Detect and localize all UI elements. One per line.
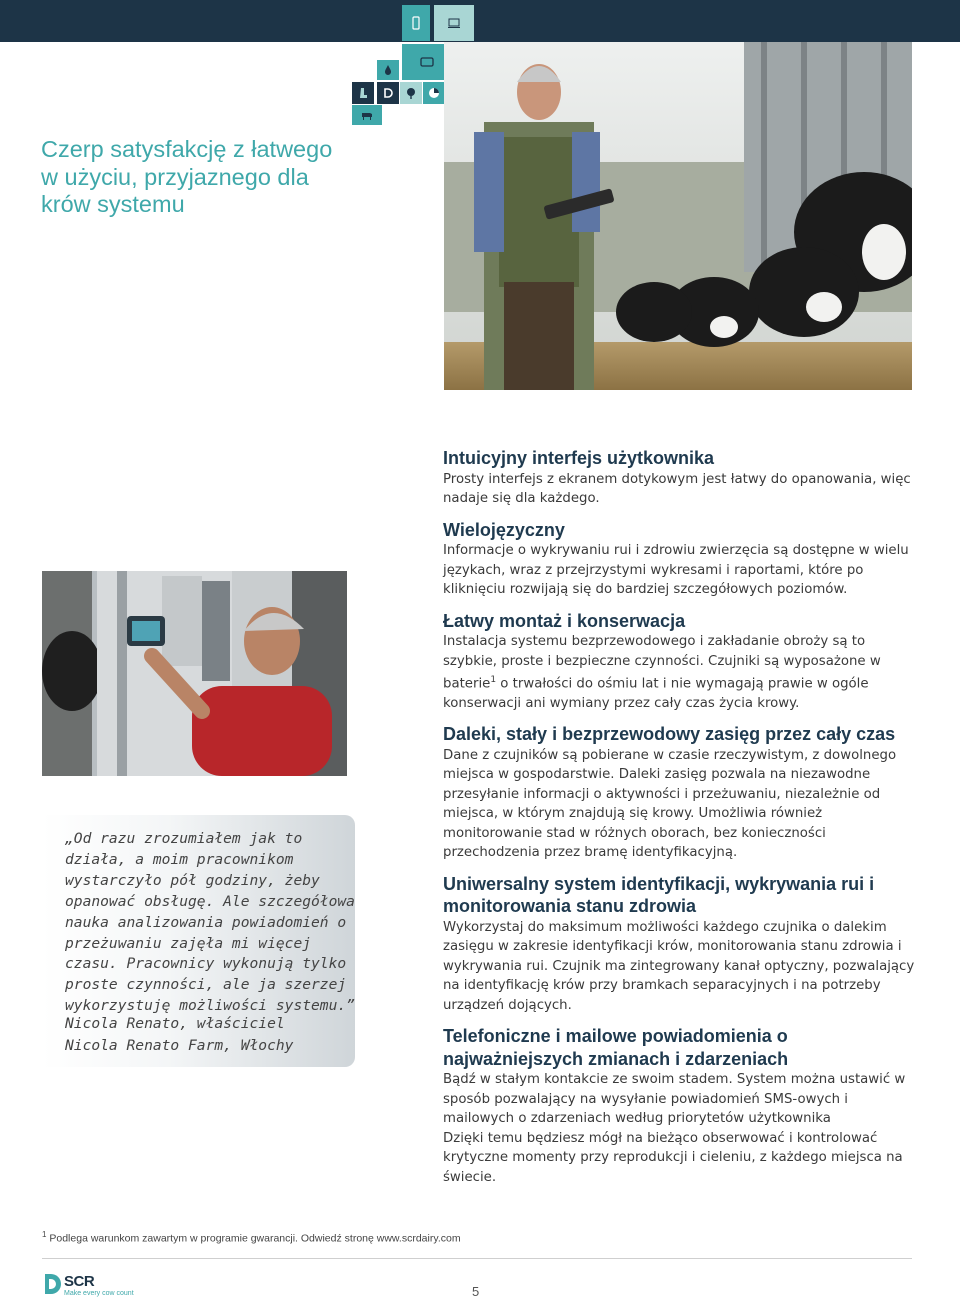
cow-icon bbox=[352, 105, 382, 125]
footnote-ref: 1 bbox=[490, 675, 497, 685]
section-title: Wielojęzyczny bbox=[443, 519, 565, 540]
section-body: Prosty interfejs z ekranem dotykowym jest łatwy do opanowania, więc nadaje się dla każdego. bbox=[443, 471, 911, 506]
pie-chart-icon bbox=[423, 82, 445, 104]
section-title: Telefoniczne i mailowe powiadomienia o najważniejszych zmianach i zdarzeniach bbox=[443, 1026, 789, 1069]
section-title: Uniwersalny system identyfikacji, wykrywania rui i monitorowania stanu zdrowia bbox=[443, 873, 875, 917]
logo-name: SCR bbox=[64, 1273, 95, 1290]
logo-tagline: Make every cow count bbox=[64, 1290, 134, 1297]
section-title: Daleki, stały i bezprzewodowy zasięg przez cały czas bbox=[443, 724, 896, 745]
section-title: Łatwy montaż i konserwacja bbox=[443, 610, 686, 631]
footnote-text: Podlega warunkom zawartym w programie gwarancji. Odwiedź stronę www.scrdairy.com bbox=[46, 1232, 461, 1245]
section-body: Wykorzystaj do maksimum możliwości każdego czujnika o dalekim zasięgu w zakresie identyfikacji krów, monitorowania stanu zdrowia i wykrywania rui. Czujnik ma zintegrowany kanał optyczny, pozwalający na identyfikację krów przy bramkach separacyjnych i na potrzeby urządzeń dojących. bbox=[443, 919, 915, 1013]
feature-section bbox=[443, 1025, 918, 1187]
scr-d-icon bbox=[42, 1272, 62, 1296]
section-body-part: Instalacja systemu bezprzewodowego i zakładanie obroży są to szybkie, proste i bezpieczne czynności. Czujniki są wyposażone w baterie bbox=[443, 634, 881, 692]
boot-icon bbox=[352, 82, 374, 104]
section-body-part: o trwałości do ośmiu lat i nie wymagają prawie w ogóle konserwacji ani wymiany przez cały czas życia krowy. bbox=[443, 676, 869, 711]
water-drop-icon bbox=[377, 60, 399, 80]
feature-section bbox=[443, 447, 918, 509]
tree-icon bbox=[400, 82, 422, 104]
feature-section bbox=[443, 519, 918, 600]
feature-section bbox=[443, 723, 918, 863]
section-body bbox=[443, 632, 918, 713]
scr-d-icon bbox=[377, 82, 399, 104]
laptop-icon bbox=[434, 5, 474, 41]
header-bar bbox=[0, 0, 960, 42]
footnote-mark: 1 bbox=[42, 1230, 47, 1239]
scr-logo bbox=[42, 1272, 172, 1300]
footer-divider bbox=[42, 1258, 912, 1259]
section-body: Informacje o wykrywaniu rui i zdrowiu zwierzęcia są dostępne w wielu językach, wraz z przejrzystymi wykresami i raportami, które po kliknięciu rozwijają się do bardziej szczegółowych poziomów. bbox=[443, 543, 909, 597]
page-headline: Czerp satysfakcję z łatwego w użyciu, przyjaznego dla krów systemu bbox=[41, 136, 333, 217]
tablet-icon bbox=[402, 5, 430, 41]
testimonial-attribution: Nicola Renato, właściciel Nicola Renato Farm, Włochy bbox=[65, 1015, 294, 1054]
section-title: Intuicyjny interfejs użytkownika bbox=[443, 448, 715, 468]
testimonial-quote: „Od razu zrozumiałem jak to działa, a moim pracownikom wystarczyło pół godziny, żeby opanować obsługę. Ale szczegółowa nauka analizowania powiadomień o przeżuwaniu zajęła mi więcej czasu. Pracownicy wykonują tylko proste czynności, ale ja szerzej wykorzystuję możliwości systemu.” bbox=[65, 830, 355, 1015]
farmer-with-cows-photo bbox=[444, 42, 912, 390]
section-body: Dane z czujników są pobierane w czasie rzeczywistym, z dowolnego miejsca w gospodarstwie. Daleki zasięg pozwala na niezawodne przesyłanie informacji o aktywności i przeżuwaniu, niezależnie od miejsca, w którym znajdują się krowy. Umożliwia również monitorowanie stad w różnych oborach, bez konieczności przechodzenia przez bramę identyfikacyjną. bbox=[443, 747, 897, 861]
feature-section bbox=[443, 873, 918, 1016]
section-body: Bądź w stałym kontakcie ze swoim stadem. System można ustawić w sposób pozwalający na wysyłanie powiadomień SMS-owych i mailowych o zdarzeniach według priorytetów użytkownika Dzięki temu będziesz mógł na bieżąco obserwować i kontrolować krytyczne momenty przy reprodukcji i cieleniu, z każdego miejsca na świecie. bbox=[443, 1072, 906, 1185]
footnote bbox=[42, 1230, 461, 1245]
feature-sections bbox=[443, 447, 918, 1187]
page-number: 5 bbox=[472, 1284, 480, 1299]
feature-section bbox=[443, 610, 918, 714]
worker-at-control-panel-photo bbox=[42, 571, 347, 776]
